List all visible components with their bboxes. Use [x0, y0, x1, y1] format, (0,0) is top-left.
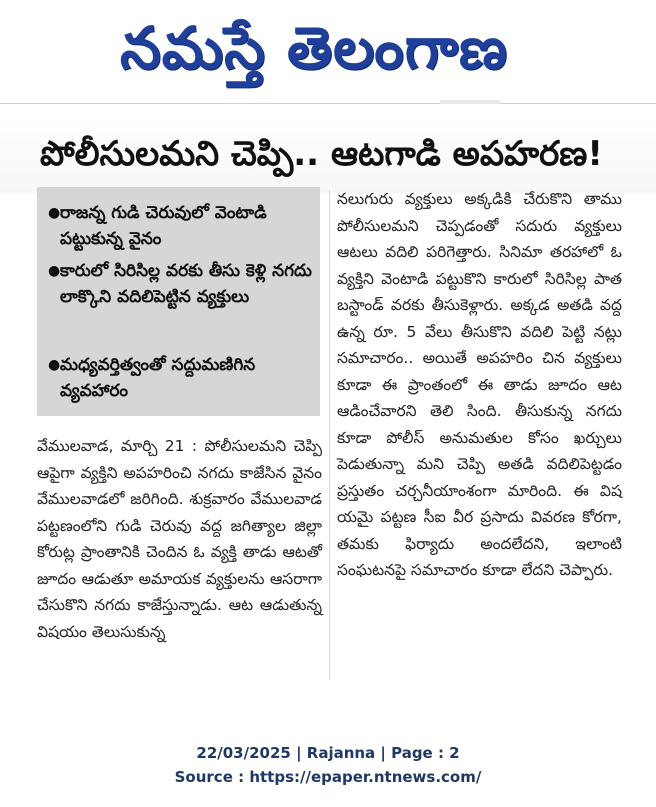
bullet-icon: ●	[48, 205, 61, 221]
newspaper-logo: నమస్తే తెలంగాణ	[120, 14, 508, 82]
bullet-icon: ●	[48, 263, 61, 279]
article-headline: పోలీసులమని చెప్పి.. ఆటగాడి అపహరణ!	[40, 134, 603, 174]
highlight-item: ● కారులో సిరిసిల్ల వరకు తీసు కెళ్లి నగదు లాక్కొని వదిలిపెట్టిన వ్యక్తులు	[60, 258, 315, 310]
source-link[interactable]: Source : https://epaper.ntnews.com/	[174, 768, 482, 786]
column-divider	[329, 190, 330, 680]
highlight-item: ● మధ్యవర్తిత్వంతో సద్దుమణిగిన వ్యవహారం	[60, 352, 315, 404]
masthead-divider	[0, 103, 656, 104]
article-body-left: వేములవాడ, మార్చి 21 : పోలీసులమని చెప్పి ఆపైగా వ్యక్తిని అపహరించి నగదు కాజేసిన వైనం వేములవాడలో జరిగింది. శుక్రవారం వేములవాడ పట్టణంలోని గుడి చెరువు వద్ద జగిత్యాల జిల్లా కోరుట్ల ప్రాంతానికి చెందిన ఓ వ్యక్తి తాడు ఆటతో జూదం ఆడుతూ అమాయక వ్యక్తులను ఆసరాగా చేసుకొని నగదు కాజేస్తున్నాడు. ఆట ఆడుతున్న విషయం తెలుసుకున్న	[37, 437, 322, 641]
article-body-right: నలుగురు వ్యక్తులు అక్కడికి చేరుకొని తాము పోలీసులమని చెప్పడంతో సదురు వ్యక్తులు ఆటలు వదిలి పరిగెత్తారు. సినిమా తరహాలో ఓ వ్యక్తిని వెంటాడి పట్టుకొని కారులో సిరిసిల్ల పాత బస్టాండ్ వరకు తీసుకెళ్లారు. అక్కడ అతడి వద్ద ఉన్న రూ. 5 వేలు తీసుకొని వదిలి పెట్టి నట్లు సమాచారం.. అయితే అపహరిం చిన వ్యక్తులు కూడా ఈ ప్రాంతంలో ఈ తాడు జూదం ఆట ఆడించేవారని తెలి సింది. తీసుకున్న నగదు కూడా పోలీస్ అనుమతుల కోసం ఖర్చులు పెడుతున్నా మని చెప్పి అతడి వదిలిపెట్టడం ప్రస్తుతం చర్చనీయాంశంగా మారింది. ఈ విష యమై పట్టణ సీఐ వీర ప్రసాదు వివరణ కోరగా, తమకు ఫిర్యాదు అందలేదని, ఇలాంటి సంఘటనపై సమాచారం కూడా లేదని చెప్పారు.	[337, 190, 622, 579]
page-meta: 22/03/2025 | Rajanna | Page : 2	[196, 744, 460, 762]
bullet-icon: ●	[48, 357, 61, 373]
masthead	[0, 0, 656, 100]
highlight-item: ● రాజన్న గుడి చెరువులో వెంటాడి పట్టుకున్న వైనం	[60, 200, 315, 252]
divider-mark	[440, 100, 500, 104]
